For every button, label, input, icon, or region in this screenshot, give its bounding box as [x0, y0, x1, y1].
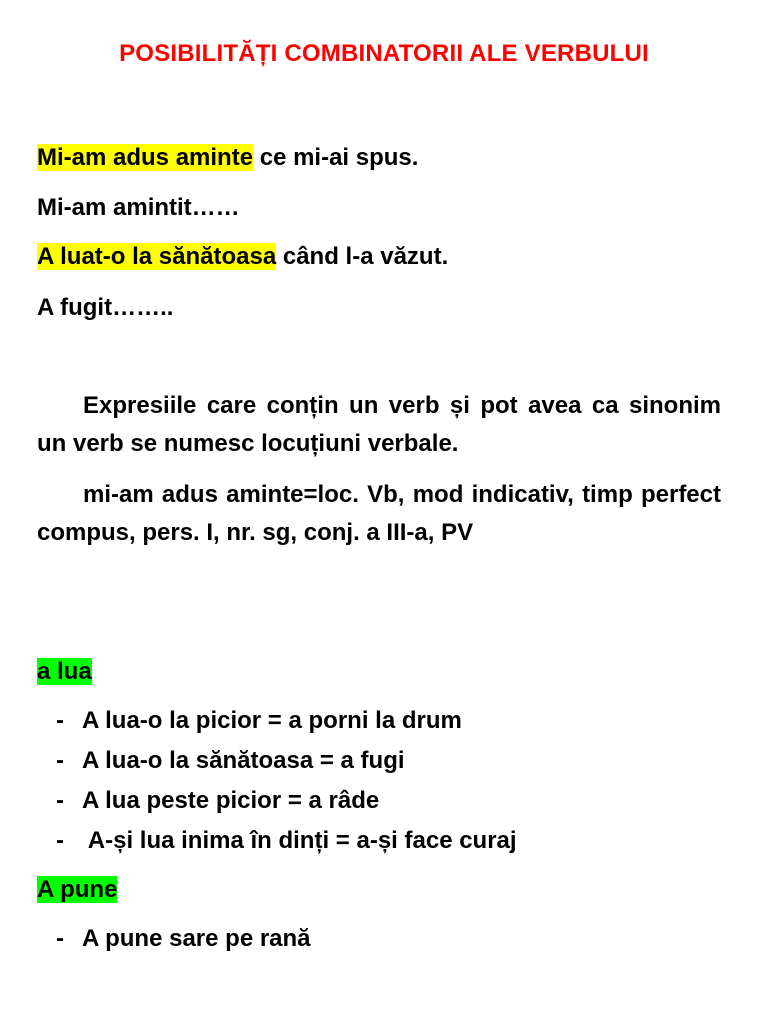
section-heading-a-lua [37, 658, 92, 686]
example-line-4 [37, 294, 173, 322]
definition-text: Expresiile care conțin un verb și pot avea ca sinonim un verb se numesc locuțiuni verbale. [37, 392, 721, 457]
highlighted-phrase: Mi-am adus aminte [37, 144, 254, 171]
example-line-1 [37, 144, 418, 172]
analysis-paragraph [37, 476, 721, 552]
section-heading: a lua [37, 658, 92, 685]
example-text: A fugit…….. [37, 294, 174, 321]
page-title: POSIBILITĂȚI COMBINATORII ALE VERBULUI [119, 40, 649, 67]
analysis-text: mi-am adus aminte=loc. Vb, mod indicativ, timp perfect compus, pers. I, nr. sg, conj. a III-a, PV [37, 481, 721, 546]
section-heading-a-pune [37, 876, 117, 904]
example-rest: ce mi-ai spus. [253, 144, 419, 171]
example-rest: când l-a văzut. [276, 243, 449, 270]
section-heading: A pune [37, 876, 118, 903]
document-page: POSIBILITĂȚI COMBINATORII ALE VERBULUI Mi-am adus aminte ce mi-ai spus. Mi-am amintit…… A luat-o la sănătoasa când l-a văzut. A fugit…….. Expresiile care conțin un verb și pot avea ca sinonim un verb se numesc locuțiuni verbale. mi-am adus aminte=loc. Vb, mod indicativ, timp perfect compus, pers. I, nr. sg, conj. a III-a, PV a lua - A lua-o la picior = a porni la drum - A lua-o la sănătoasa = a fugi - A lua peste picior = a râde - A-și lua inima în dinți = a-și face curaj A pune - A pune sare pe rană [0, 0, 768, 1024]
definition-paragraph [37, 387, 721, 463]
example-text: Mi-am amintit…… [37, 194, 240, 221]
example-line-2 [37, 194, 240, 222]
highlighted-phrase: A luat-o la sănătoasa [37, 243, 277, 270]
example-line-3 [37, 243, 448, 271]
